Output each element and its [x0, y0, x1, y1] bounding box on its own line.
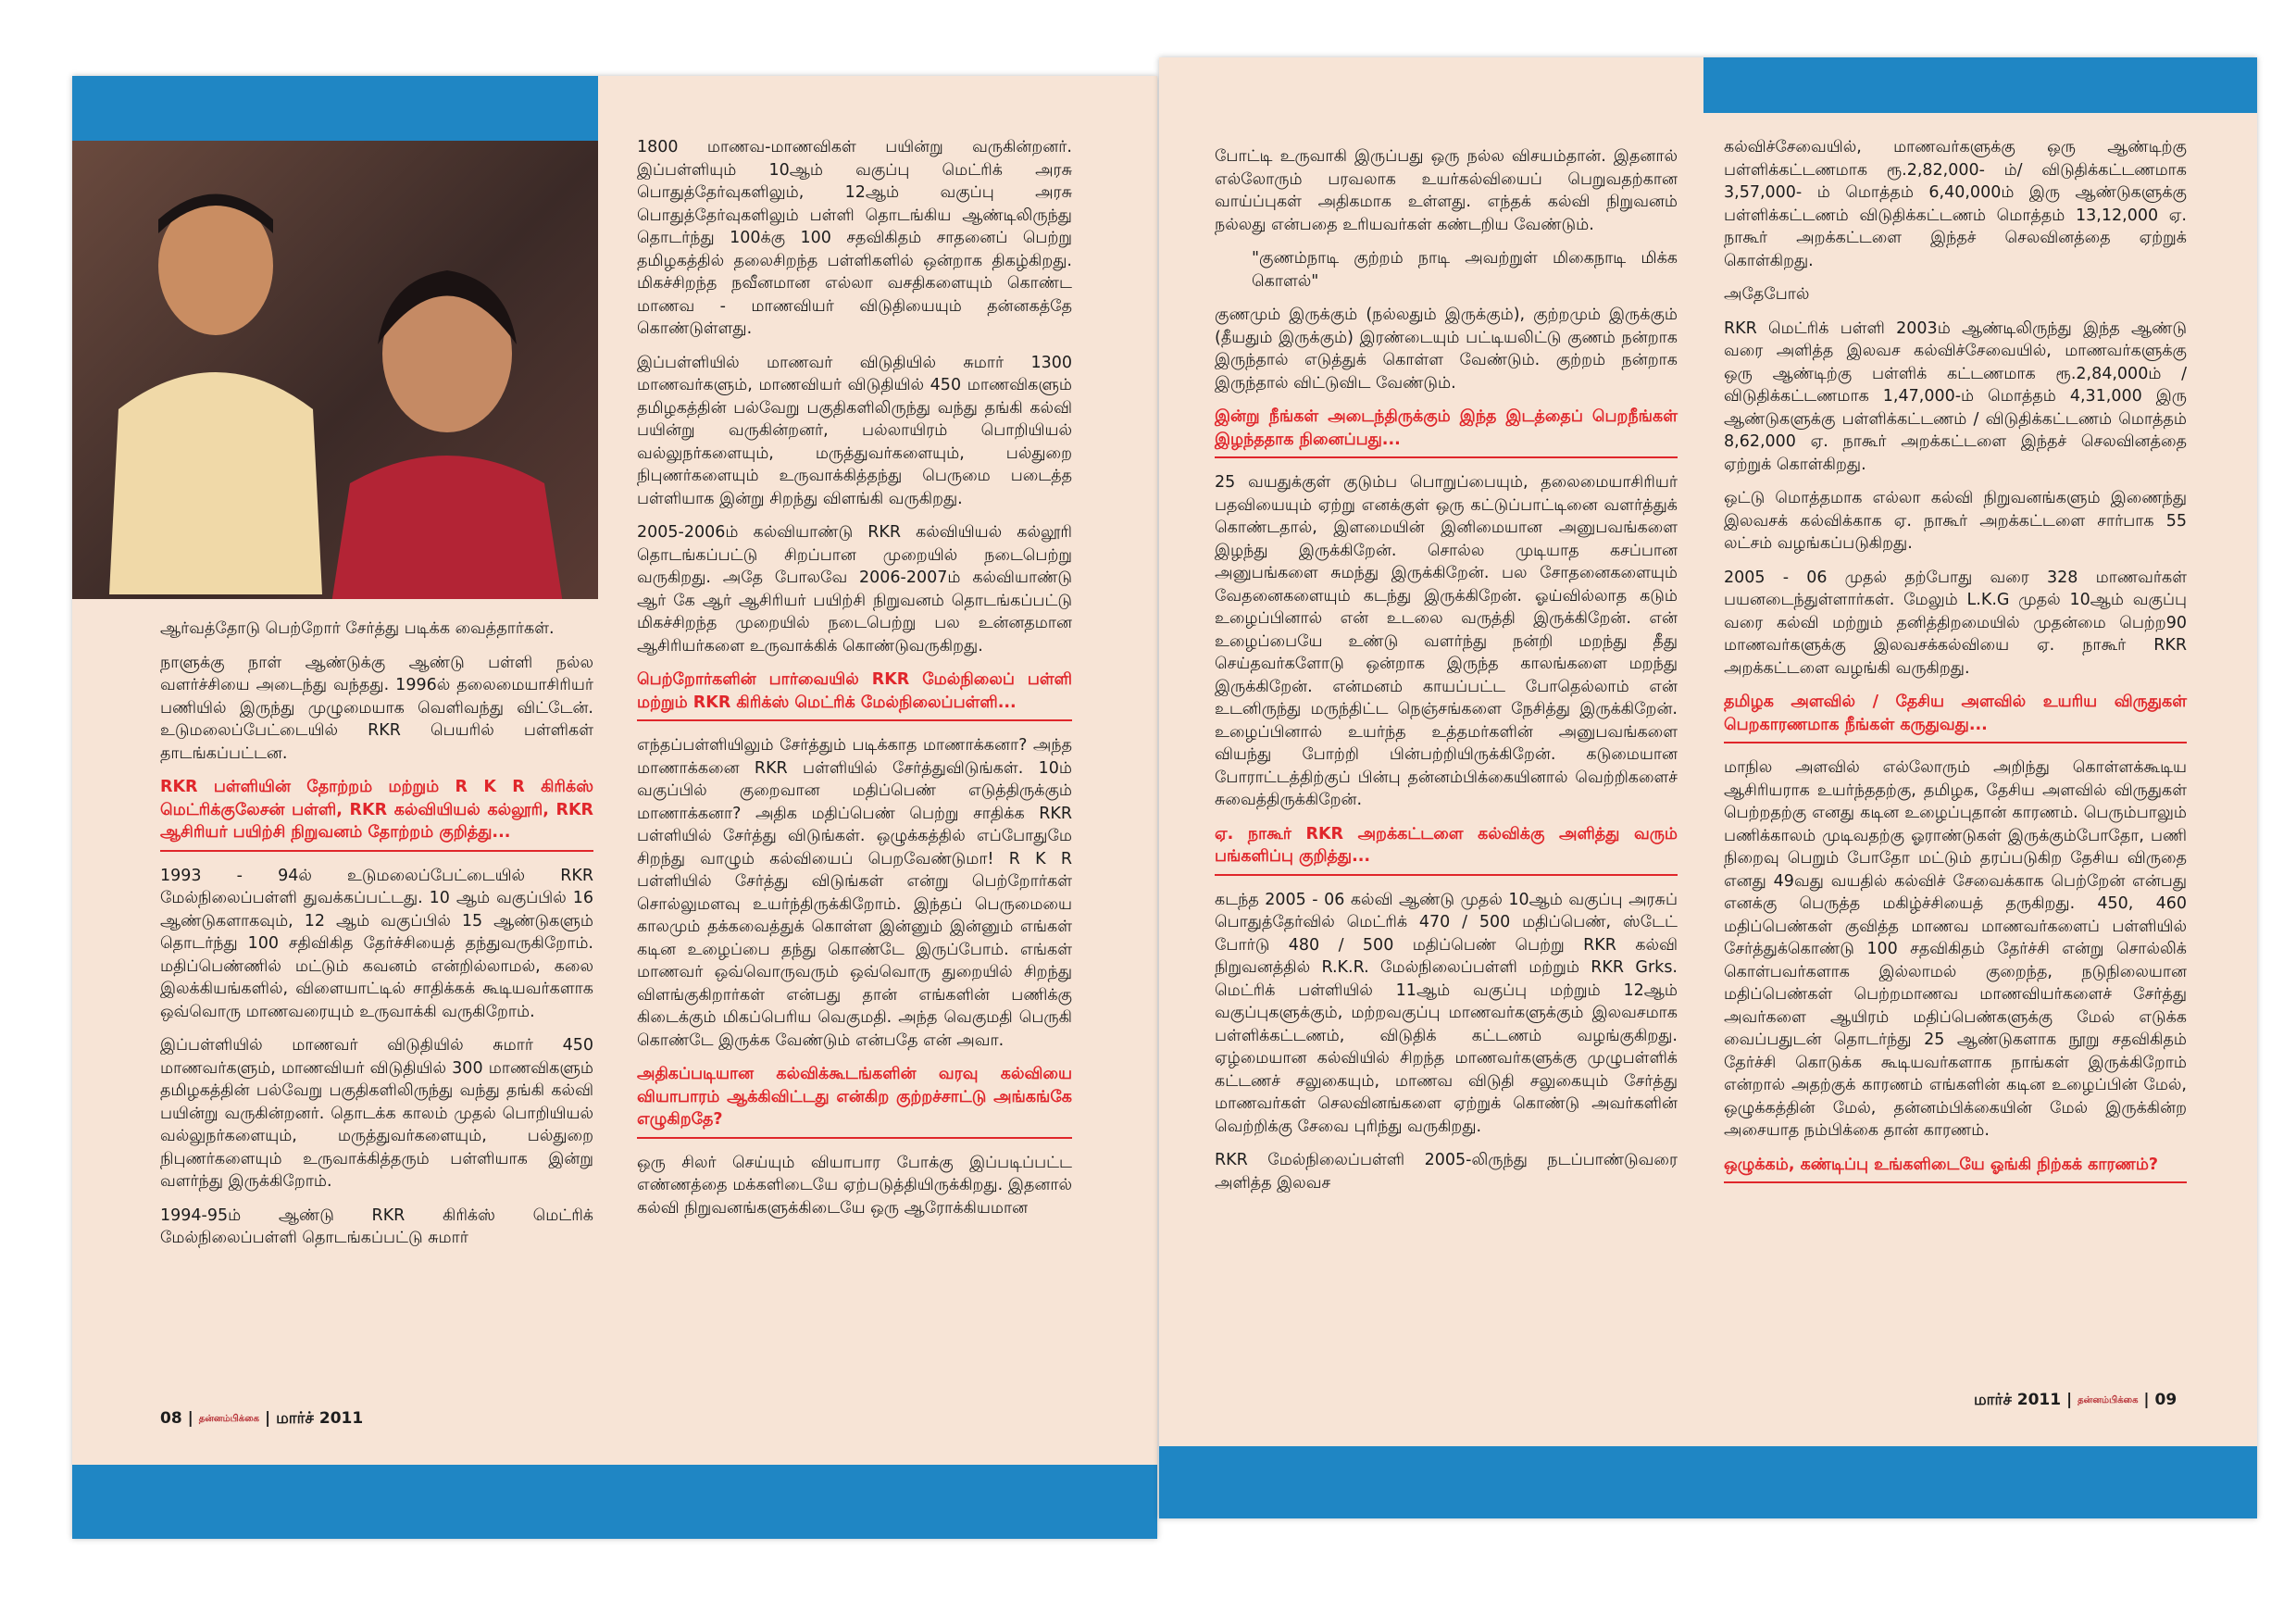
left-col1-heading1: RKR பள்ளியின் தோற்றம் மற்றும் R K R கிரிக்ஸ் மெட்ரிக்குலேசன் பள்ளி, RKR கல்வியியல் கல்லூரி, RKR ஆசிரியர் பயிற்சி நிறுவனம் தோற்றம் குறித்து...	[160, 776, 593, 852]
right-bottom-band	[1159, 1446, 2257, 1518]
magazine-name: தன்னம்பிக்கை	[198, 1413, 260, 1424]
left-folio: 08 | தன்னம்பிக்கை | மார்ச் 2011	[160, 1409, 364, 1428]
right-col2-para5: 2005 - 06 முதல் தற்போது வரை 328 மாணவர்கள் பயனடைந்துள்ளார்கள். மேலும் L.K.G முதல் 10ஆம் வகுப்பு வரை கல்வி மற்றும் தனித்திறமையில் முதன்மை பெற்ற90 மாணவர்களுக்கு இலவசக்கல்வியை ஏ. நாகூர் RKR அறக்கட்டளை வழங்கி வருகிறது.	[1724, 568, 2187, 678]
kural-quote: "குணம்நாடி குற்றம் நாடி அவற்றுள் மிகைநாடி மிக்க கொளல்"	[1252, 249, 1678, 291]
left-col1-para3: இப்பள்ளியில் மாணவர் விடுதியில் சுமார் 450 மாணவர்களும், மாணவியர் விடுதியில் 300 மாணவிகளும் தமிழகத்தின் பல்வேறு பகுதிகளிலிருந்து வந்து தங்கி கல்வி பயின்று வருகின்றனர். தொடக்க காலம் முதல் பொறியியல் வல்லுநர்களையும், மருத்துவர்களையும், பல்துறை நிபுணர்களையும் உருவாக்கித்தரும் பள்ளியாக இன்று வளர்ந்து இருக்கிறோம்.	[160, 1036, 593, 1191]
right-col2-para6: மாநில அளவில் எல்லோரும் அறிந்து கொள்ளக்கூடிய ஆசிரியராக உயர்ந்ததற்கு, தமிழக, தேசிய அளவில் விருதுகள் பெற்றதற்கு எனது கடின உழைப்புதான் காரணம். பெரும்பாலும் பணிக்காலம் முடிவதற்கு ஓராண்டுகள் இருக்கும்போதோ, பணி நிறைவு பெறும் போதோ மட்டும் தரப்படுகிற தேசிய விருதை எனது 49வது வயதில் கல்விச் சேவைக்காக பெற்றேன் என்பது எனக்கு பெருத்த மகிழ்ச்சியைத் தருகிறது. 450, 460 மதிப்பெண்கள் குவித்த மாணவ மாணவர்களைப் பள்ளியில் சேர்த்துக்கொண்டு 100 சதவிகிதம் தேர்ச்சி என்று சொல்லிக் கொள்பவர்களாக இல்லாமல் குறைந்த, நடுநிலையான மதிப்பெண்கள் பெற்றமாணவ மாணவியர்களைச் சேர்த்து அவர்களை ஆயிரம் மதிப்பெண்களுக்கு மேல் எடுக்க வைப்பதுடன் தொடர்ந்து 25 ஆண்டுகளாக நூறு சதவிகிதம் தேர்ச்சி கொடுக்க கூடியவர்களாக நாங்கள் இருக்கிறோம் என்றால் அதற்குக் காரணம் எங்களின் கடின உழைப்பின் மேல், ஒழுக்கத்தின் மேல், தன்னம்பிக்கையின் மேல் இருக்கின்ற அசையாத நம்பிக்கை தான் காரணம்.	[1724, 758, 2187, 1140]
left-col1-para1: நாளுக்கு நாள் ஆண்டுக்கு ஆண்டு பள்ளி நல்ல வளர்ச்சியை அடைந்து வந்தது. 1996ல் தலைமையாசிரியர் பணியில் இருந்து முழுமையாக வெளிவந்து விட்டேன். உடுமலைப்பேட்டையில் RKR பெயரில் பள்ளிகள் தாடங்கப்பட்டன.	[160, 653, 593, 763]
right-column-2	[1724, 136, 2187, 1196]
left-top-band	[72, 76, 598, 141]
right-col1-heading1: இன்று நீங்கள் அடைந்திருக்கும் இந்த இடத்தைப் பெறநீங்கள் இழந்ததாக நினைப்பது...	[1215, 406, 1678, 458]
right-column-1	[1215, 145, 1678, 1206]
left-col2-heading1: பெற்றோர்களின் பார்வையில் RKR மேல்நிலைப் பள்ளி மற்றும் RKR கிரிக்ஸ் மெட்ரிக் மேல்நிலைப்பள்ளி...	[637, 668, 1072, 721]
left-col2-para5: ஒரு சிலர் செய்யும் வியாபார போக்கு இப்படிப்பட்ட எண்ணத்தை மக்களிடையே ஏற்படுத்தியிருக்கிறது. இதனால் கல்வி நிறுவனங்களுக்கிடையே ஒரு ஆரோக்கியமான	[637, 1153, 1072, 1218]
left-col2-para4: எந்தப்பள்ளியிலும் சேர்த்தும் படிக்காத மாணாக்கனா? அந்த மாணாக்கனை RKR பள்ளியில் சேர்த்துவிடுங்கள். 10ம் வகுப்பில் குறைவான மதிப்பெண் எடுத்திருக்கும் மாணாக்கனா? அதிக மதிப்பெண் பெற்று சாதிக்க RKR பள்ளியில் சேர்த்து விடுங்கள். ஒழுக்கத்தில் எப்போதுமே சிறந்து வாழும் கல்வியைப் பெறவேண்டுமா! R K R பள்ளியில் சேர்த்து விடுங்கள் என்று பெற்றோர்கள் சொல்லுமளவு உயர்ந்திருக்கிறோம். இந்தப் பெருமையை காலமும் தக்கவைத்துக் கொள்ள இன்னும் இன்னும் எங்கள் கடின உழைப்பை தந்து கொண்டே இருப்போம். எங்கள் மாணவர் ஒவ்வொருவரும் ஒவ்வொரு துறையில் சிறந்து விளங்குகிறார்கள் என்பது தான் எங்களின் பணிக்கு கிடைக்கும் மிகப்பெரிய வெகுமதி. அந்த வெகுமதி பெருகி கொண்டே இருக்க வேண்டும் என்பதே என் அவா.	[637, 736, 1072, 1050]
woman-figure-icon	[322, 252, 572, 599]
right-col1-para5: RKR மேல்நிலைப்பள்ளி 2005-லிருந்து நடப்பாண்டுவரை அளித்த இலவச	[1215, 1151, 1678, 1193]
right-col2-para2: அதேபோல்	[1724, 285, 1810, 304]
left-col2-para2: இப்பள்ளியில் மாணவர் விடுதியில் சுமார் 1300 மாணவர்களும், மாணவியர் விடுதியில் 450 மாணவிகளும் தமிழகத்தின் பல்வேறு பகுதிகளிலிருந்து வந்து தங்கி கல்வி பயின்று வருகின்றனர், பல்லாயிரம் பொறியியல் வல்லுநர்களையும், மருத்துவர்களையும், பல்துறை நிபுணர்களையும் உருவாக்கித்தந்து பெருமை படைத்த பள்ளியாக இன்று சிறந்து விளங்கி வருகிறது.	[637, 353, 1072, 508]
left-col2-para1: 1800 மாணவ-மாணவிகள் பயின்று வருகின்றனர். இப்பள்ளியும் 10ஆம் வகுப்பு மெட்ரிக் அரசு பொதுத்தேர்வுகளிலும், 12ஆம் வகுப்பு அரசு பொதுத்தேர்வுகளிலும் பள்ளி தொடங்கிய ஆண்டிலிருந்து தொடர்ந்து 100க்கு 100 சதவிகிதம் சாதனைப் பெற்று தமிழகத்தில் தலைசிறந்த பள்ளிகளில் ஒன்றாக திகழ்கிறது. மிகச்சிறந்த நவீனமான எல்லா வசதிகளையும் கொண்ட மாணவ - மாணவியர் விடுதியையும் தன்னகத்தே கொண்டுள்ளது.	[637, 138, 1072, 338]
photo-caption: ஆர்வத்தோடு பெற்றோர் சேர்த்து படிக்க வைத்தார்கள்.	[160, 619, 555, 638]
left-col1-para4: 1994-95ம் ஆண்டு RKR கிரிக்ஸ் மெட்ரிக் மேல்நிலைப்பள்ளி தொடங்கப்பட்டு சுமார்	[160, 1206, 593, 1247]
right-page	[1159, 57, 2257, 1518]
page-number: 09	[2154, 1391, 2177, 1409]
magazine-name: தன்னம்பிக்கை	[2078, 1394, 2139, 1405]
right-col1-para1: போட்டி உருவாகி இருப்பது ஒரு நல்ல விசயம்தான். இதனால் எல்லோரும் பரவலாக உயர்கல்வியைப் பெறுவதற்கான வாய்ப்புகள் அதிகமாக உள்ளது. எந்தக் கல்வி நிறுவனம் நல்லது என்பதை உரியவர்கள் கண்டறிய வேண்டும்.	[1215, 147, 1678, 234]
right-col2-para1: கல்விச்சேவையில், மாணவர்களுக்கு ஒரு ஆண்டிற்கு பள்ளிக்கட்டணமாக ரூ.2,82,000- ம்/ விடுதிக்கட்டணமாக 3,57,000- ம் மொத்தம் 6,40,000ம் இரு ஆண்டுகளுக்கு பள்ளிக்கட்டணம் விடுதிக்கட்டணம் மொத்தம் 13,12,000 ஏ. நாகூர் அறக்கட்டளை இந்தச் செலவினத்தை ஏற்றுக் கொள்கிறது.	[1724, 138, 2187, 270]
right-col2-heading1: தமிழக அளவில் / தேசிய அளவில் உயரிய விருதுகள் பெறகாரணமாக நீங்கள் கருதுவது...	[1724, 691, 2187, 743]
left-page	[72, 76, 1157, 1539]
issue-date: மார்ச் 2011	[276, 1409, 364, 1428]
issue-date: மார்ச் 2011	[1974, 1391, 2062, 1409]
left-column-2	[637, 136, 1072, 1230]
left-col2-para3: 2005-2006ம் கல்வியாண்டு RKR கல்வியியல் கல்லூரி தொடங்கப்பட்டு சிறப்பான முறையில் நடைபெற்று வருகிறது. அதே போலவே 2006-2007ம் கல்வியாண்டு ஆர் கே ஆர் ஆசிரியர் பயிற்சி நிறுவனம் தொடங்கப்பட்டு மிகச்சிறந்த முறையில் நடைபெற்று பல உன்னதமான ஆசிரியர்களை உருவாக்கிக் கொண்டுவருகிறது.	[637, 523, 1072, 656]
left-col2-heading2: அதிகப்படியான கல்விக்கூடங்களின் வரவு கல்வியை வியாபாரம் ஆக்கிவிட்டது என்கிற குற்றச்சாட்டு அங்கங்கே எழுகிறதே?	[637, 1063, 1072, 1139]
right-col2-heading2: ஒழுக்கம், கண்டிப்பு உங்களிடையே ஓங்கி நிற்கக் காரணம்?	[1724, 1154, 2187, 1184]
right-col1-para4: கடந்த 2005 - 06 கல்வி ஆண்டு முதல் 10ஆம் வகுப்பு அரசுப் பொதுத்தேர்வில் மெட்ரிக் 470 / 500 மதிப்பெண், ஸ்டேட் போர்டு 480 / 500 மதிப்பெண் பெற்று RKR கல்வி நிறுவனத்தில் R.K.R. மேல்நிலைப்பள்ளி மற்றும் RKR Grks. மெட்ரிக் பள்ளியில் 11ஆம் வகுப்பு மற்றும் 12ஆம் வகுப்புகளுக்கும், மற்றவகுப்பு மாணவர்களுக்கும் இலவசமாக பள்ளிக்கட்டணம், விடுதிக் கட்டணம் வழங்குகிறது. ஏழ்மையான கல்வியில் சிறந்த மாணவர்களுக்கு முழுபள்ளிக் கட்டணச் சலுகையும், மாணவ விடுதி சலுகையும் சேர்த்து மாணவர்கள் செலவினங்களை ஏற்றுக் கொண்டு அவர்களின் வெற்றிக்கு சேவை புரிந்து வருகிறது.	[1215, 890, 1678, 1136]
man-figure-icon	[109, 178, 322, 594]
right-col1-para2: குணமும் இருக்கும் (நல்லதும் இருக்கும்), குற்றமும் இருக்கும் (தீயதும் இருக்கும்) இரண்டையும் பட்டியலிட்டு குணம் நன்றாக இருந்தால் எடுத்துக் கொள்ள வேண்டும். குற்றம் நன்றாக இருந்தால் விட்டுவிட வேண்டும்.	[1215, 306, 1678, 393]
right-folio: மார்ச் 2011 | தன்னம்பிக்கை | 09	[1974, 1391, 2177, 1409]
page-number: 08	[160, 1409, 182, 1428]
left-col1-para2: 1993 - 94ல் உடுமலைப்பேட்டையில் RKR மேல்நிலைப்பள்ளி துவக்கப்பட்டது. 10 ஆம் வகுப்பில் 16 ஆண்டுகளாகவும், 12 ஆம் வகுப்பில் 15 ஆண்டுகளும் தொடர்ந்து 100 சதிவிகித தேர்ச்சியைத் தந்துவருகிறோம். மதிப்பெண்ணில் மட்டும் கவனம் என்றில்லாமல், கலை இலக்கியங்களில், விளையாட்டில் சாதிக்கக் கூடியவர்களாக ஒவ்வொரு மாணவரையும் உருவாக்கி வருகிறோம்.	[160, 866, 593, 1021]
left-column-1	[160, 618, 593, 1261]
left-bottom-band	[72, 1465, 1157, 1539]
right-col2-para4: ஒட்டு மொத்தமாக எல்லா கல்வி நிறுவனங்களும் இணைந்து இலவசக் கல்விக்காக ஏ. நாகூர் அறக்கட்டளை சார்பாக 55 லட்சம் வழங்கப்படுகிறது.	[1724, 489, 2187, 553]
right-col1-para3: 25 வயதுக்குள் குடும்ப பொறுப்பையும், தலைமையாசிரியர் பதவியையும் ஏற்று எனக்குள் ஒரு கட்டுப்பாட்டினை வளர்த்துக் கொண்டதால், இளமையின் இனிமையான அனுபவங்களை இழந்து இருக்கிறேன். சொல்ல முடியாத கசப்பான அனுபங்களை சுமந்து இருக்கிறேன். பல சோதனைகளையும் வேதனைகளையும் கடந்து இருக்கிறேன். ஓய்வில்லாத கடும் உழைப்பினால் என் உடலை வருத்தி இருக்கிறேன். என் உழைப்பையே உண்டு வளர்ந்து நன்றி மறந்து தீது செய்தவர்களோடு ஒன்றாக இருந்த காலங்களை மறந்து இருக்கிறேன். என்மனம் காயப்பட்ட போதெல்லாம் என் உடனிருந்து மருந்திட்ட நெஞ்சங்களை நேசித்து இருக்கிறேன். உழைப்பினால் உயர்ந்த உத்தமர்களின் அனுபவங்களை வியந்து போற்றி பின்பற்றியிருக்கிறேன். கடுமையான போராட்டத்திற்குப் பின்பு தன்னம்பிக்கையினால் வெற்றிகளைச் சுவைத்திருக்கிறேன்.	[1215, 473, 1678, 809]
couple-photo	[72, 141, 598, 599]
right-col1-heading2: ஏ. நாகூர் RKR அறக்கட்டளை கல்விக்கு அளித்து வரும் பங்களிப்பு குறித்து...	[1215, 823, 1678, 876]
right-top-band	[1703, 57, 2257, 113]
right-col2-para3: RKR மெட்ரிக் பள்ளி 2003ம் ஆண்டிலிருந்து இந்த ஆண்டு வரை அளித்த இலவச கல்விச்சேவையில், மாணவர்களுக்கு ஒரு ஆண்டிற்கு பள்ளிக் கட்டணமாக ரூ.2,84,000ம் / விடுதிக்கட்டணமாக 1,47,000-ம் மொத்தம் 4,31,000 இரு ஆண்டுகளுக்கு பள்ளிக்கட்டணம் / விடுதிக்கட்டணம் மொத்தம் 8,62,000 ஏ. நாகூர் அறக்கட்டளை இந்தச் செலவினத்தை ஏற்றுக் கொள்கிறது.	[1724, 319, 2187, 474]
